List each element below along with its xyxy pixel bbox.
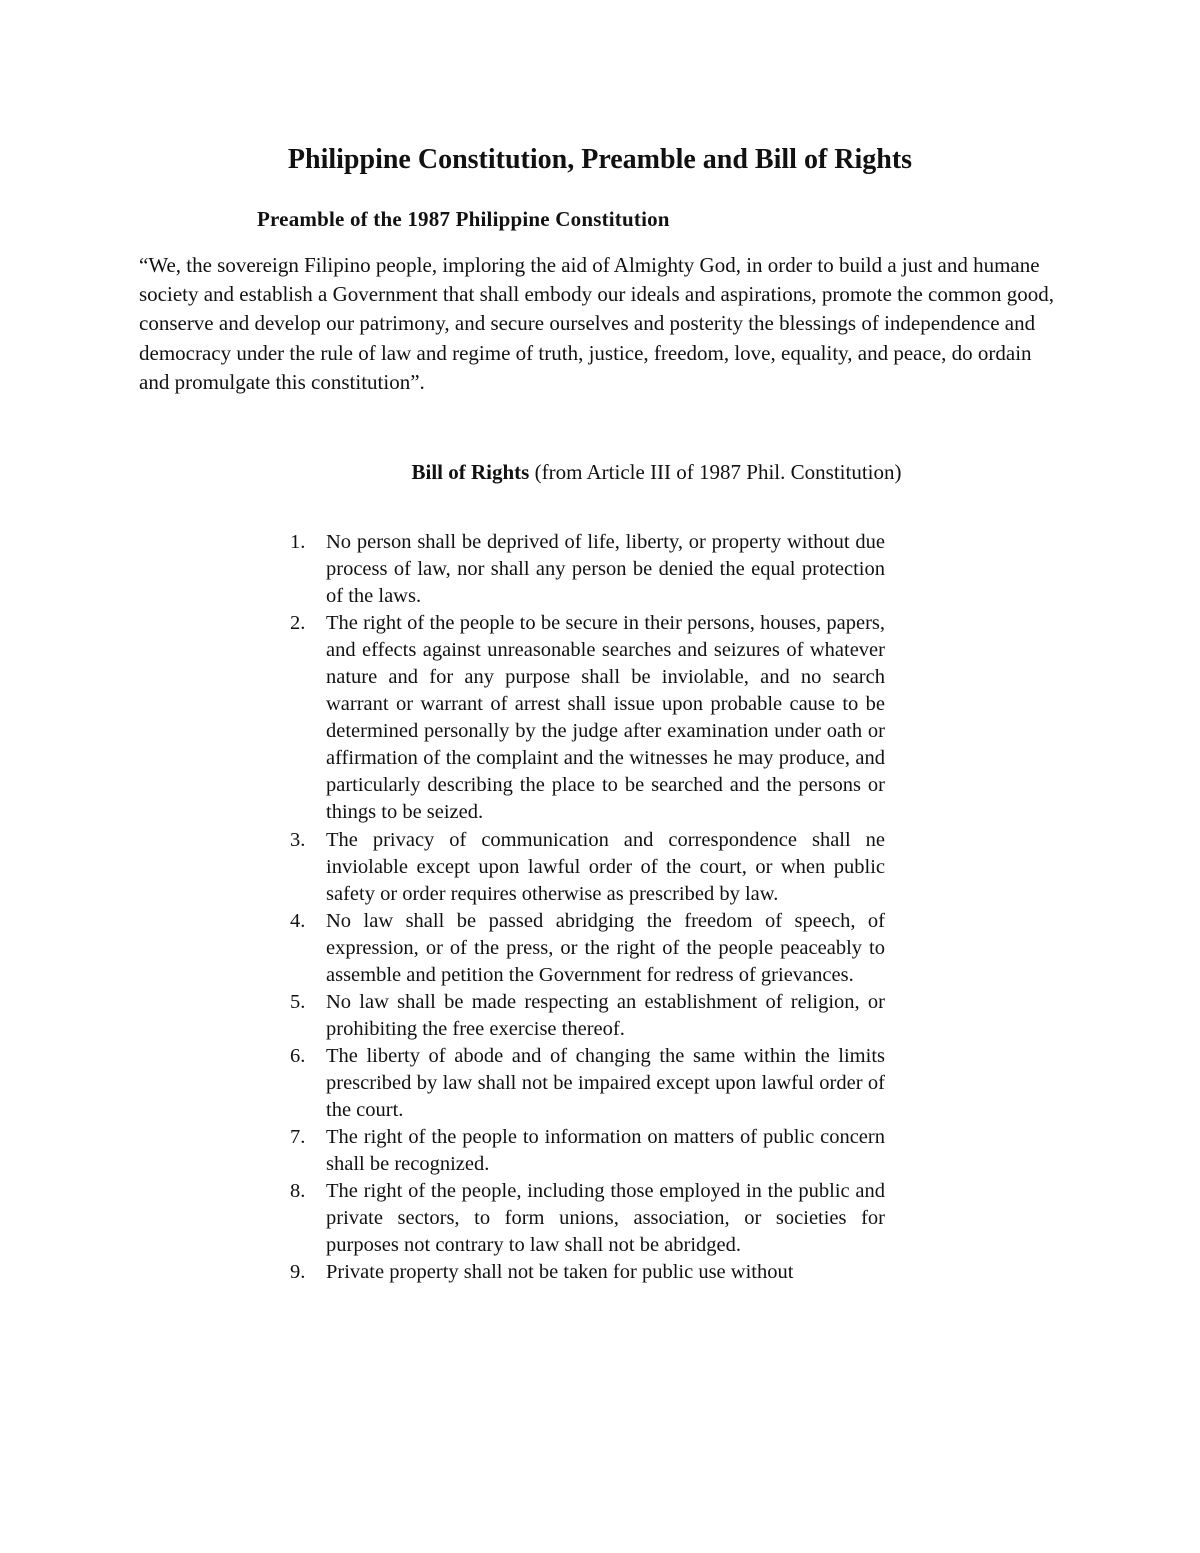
- list-item: [280, 529, 885, 610]
- preamble-text: “We, the sovereign Filipino people, imploring the aid of Almighty God, in order to build a just and humane society and establish a Government that shall embody our ideals and aspirations, promote the common good, conserve and develop our patrimony, and secure ourselves and posterity the blessings of independence and democracy under the rule of law and regime of truth, justice, freedom, love, equality, and peace, do ordain and promulgate this constitution”.: [139, 253, 1055, 394]
- list-item-text: Private property shall not be taken for public use without: [326, 1261, 794, 1284]
- list-item-number: 6.: [290, 1044, 306, 1067]
- list-item-number: 8.: [290, 1180, 306, 1203]
- list-item-number: 1.: [290, 531, 306, 553]
- list-item-text: The right of the people to be secure in their persons, houses, papers, and effects against unreasonable searches and seizures of whatever nature and for any purpose shall be inviolable, and no search warrant or warrant of arrest shall issue upon probable cause to be determined personally by the judge after examination under oath or affirmation of the complaint and the witnesses he may produce, and particularly describing the place to be searched and the persons or things to be seized.: [326, 612, 885, 824]
- list-item: [280, 989, 885, 1043]
- list-item-number: 4.: [290, 909, 306, 932]
- list-item-text: The privacy of communication and correspondence shall ne inviolable except upon lawful order of the court, or when public safety or order requires otherwise as prescribed by law.: [326, 828, 885, 905]
- bill-of-rights-heading-source: (from Article III of 1987 Phil. Constitution): [529, 460, 902, 484]
- preamble-heading: Preamble of the 1987 Philippine Constitution: [257, 207, 670, 231]
- list-item-number: 9.: [290, 1261, 306, 1284]
- list-item-text: No law shall be made respecting an establishment of religion, or prohibiting the free exercise thereof.: [326, 990, 885, 1040]
- list-item-number: 7.: [290, 1126, 306, 1149]
- list-item: [280, 827, 885, 908]
- bill-of-rights-heading-bold: Bill of Rights: [411, 460, 530, 484]
- list-item: [280, 1124, 885, 1178]
- list-item: [280, 1043, 885, 1124]
- list-item-text: No person shall be deprived of life, liberty, or property without due process of law, nor shall any person be denied the equal protection of the laws.: [326, 531, 885, 608]
- list-item-text: The right of the people, including those employed in the public and private sectors, to form unions, association, or societies for purposes not contrary to law shall not be abridged.: [326, 1180, 885, 1257]
- list-item-number: 3.: [290, 828, 306, 851]
- list-item-text: No law shall be passed abridging the freedom of speech, of expression, or of the press, or the right of the people peaceably to assemble and petition the Government for redress of grievances.: [326, 909, 885, 986]
- list-item: [280, 1178, 885, 1259]
- list-item: [280, 1259, 885, 1286]
- list-item: [280, 610, 885, 826]
- list-item: [280, 908, 885, 989]
- bill-of-rights-heading: [0, 456, 1200, 488]
- list-item-number: 2.: [290, 612, 306, 635]
- list-item-text: The liberty of abode and of changing the same within the limits prescribed by law shall not be impaired except upon lawful order of the court.: [326, 1044, 885, 1121]
- list-item-number: 5.: [290, 990, 306, 1013]
- document-title: Philippine Constitution, Preamble and Bill of Rights: [287, 144, 913, 175]
- bill-of-rights-list: [280, 529, 885, 1286]
- list-item-text: The right of the people to information on matters of public concern shall be recognized.: [326, 1126, 885, 1176]
